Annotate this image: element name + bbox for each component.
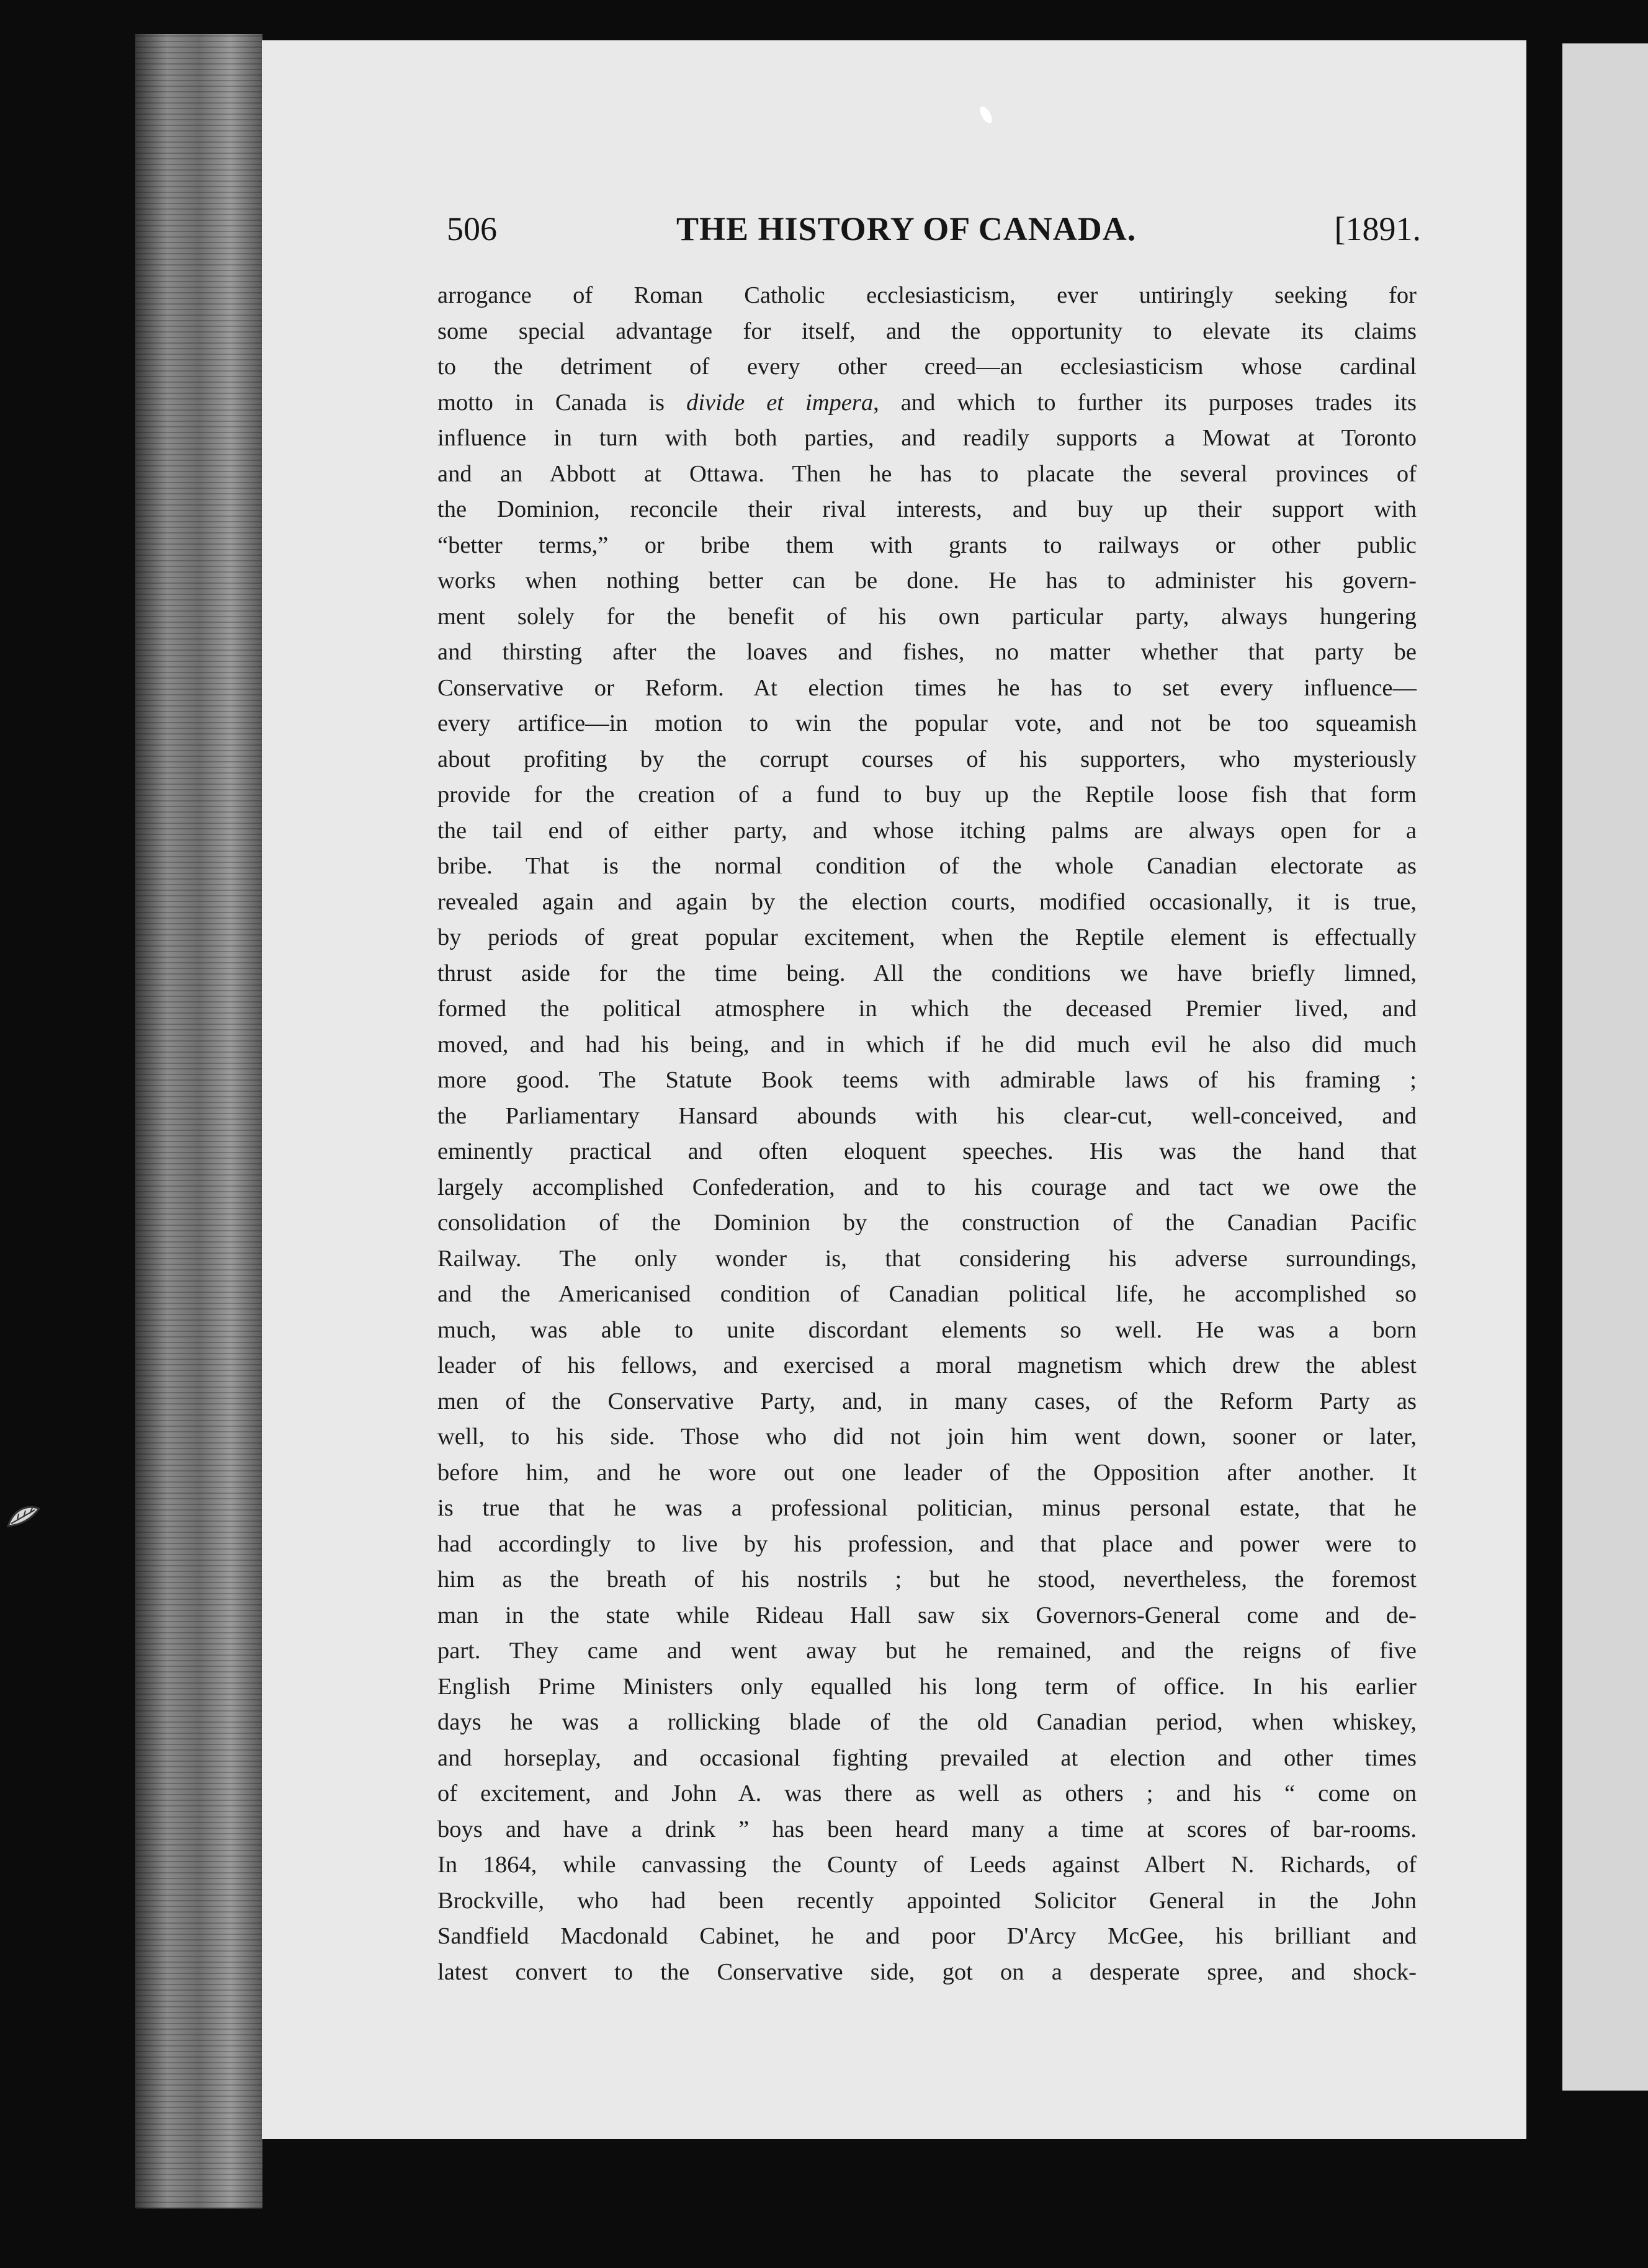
- running-title: THE HISTORY OF CANADA.: [676, 210, 1137, 248]
- text-line: moved, and had his being, and in which if he did much evil he also did much: [437, 1031, 1417, 1058]
- text-line: more good. The Statute Book teems with admirable laws of his framing ;: [437, 1067, 1417, 1093]
- text-line: had accordingly to live by his profession, and that place and power were to: [437, 1530, 1417, 1557]
- text-line: and horseplay, and occasional fighting prevailed at election and other times: [437, 1744, 1417, 1771]
- text-line: “better terms,” or bribe them with grants to railways or other public: [437, 532, 1417, 558]
- text-line: is true that he was a professional politician, minus personal estate, that he: [437, 1495, 1417, 1521]
- text-line: and an Abbott at Ottawa. Then he has to placate the several provinces of: [437, 460, 1417, 487]
- text-line: leader of his fellows, and exercised a moral magnetism which drew the ablest: [437, 1352, 1417, 1378]
- text-line: the Dominion, reconcile their rival interests, and buy up their support with: [437, 496, 1417, 522]
- leaf-ornament-icon: [5, 1501, 42, 1532]
- text-line: men of the Conservative Party, and, in many cases, of the Reform Party as: [437, 1388, 1417, 1414]
- text-line: to the detriment of every other creed—an ecclesiasticism whose cardinal: [437, 354, 1417, 380]
- text-line: arrogance of Roman Catholic ecclesiasticism, ever untiringly seeking for: [437, 282, 1417, 308]
- text-line: Brockville, who had been recently appointed Solicitor General in the John: [437, 1887, 1417, 1914]
- text-line: motto in Canada is divide et impera, and which to further its purposes trades its: [437, 389, 1417, 416]
- text-line: eminently practical and often eloquent speeches. His was the hand that: [437, 1138, 1417, 1164]
- text-line: the Parliamentary Hansard abounds with his clear-cut, well-conceived, and: [437, 1102, 1417, 1129]
- text-line: before him, and he wore out one leader of the Opposition after another. It: [437, 1459, 1417, 1486]
- text-line: every artifice—in motion to win the popular vote, and not be too squeamish: [437, 710, 1417, 736]
- text-line: part. They came and went away but he remained, and the reigns of five: [437, 1638, 1417, 1664]
- text-line: the tail end of either party, and whose itching palms are always open for a: [437, 817, 1417, 844]
- text-line: and the Americanised condition of Canadian political life, he accomplished so: [437, 1281, 1417, 1307]
- text-line: well, to his side. Those who did not join him went down, sooner or later,: [437, 1424, 1417, 1450]
- text-line: much, was able to unite discordant elements so well. He was a born: [437, 1316, 1417, 1343]
- text-line: works when nothing better can be done. He has to administer his govern-: [437, 568, 1417, 594]
- running-header: [447, 210, 1421, 253]
- text-line: formed the political atmosphere in which the deceased Premier lived, and: [437, 996, 1417, 1022]
- text-line: Railway. The only wonder is, that considering his adverse surroundings,: [437, 1245, 1417, 1272]
- text-line: Sandfield Macdonald Cabinet, he and poor D'Arcy McGee, his brilliant and: [437, 1923, 1417, 1949]
- text-line: days he was a rollicking blade of the old Canadian period, when whiskey,: [437, 1709, 1417, 1735]
- text-line: influence in turn with both parties, and readily supports a Mowat at Toronto: [437, 425, 1417, 451]
- text-line: consolidation of the Dominion by the construction of the Canadian Pacific: [437, 1210, 1417, 1236]
- text-line: and thirsting after the loaves and fishes, no matter whether that party be: [437, 639, 1417, 665]
- text-line: him as the breath of his nostrils ; but he stood, nevertheless, the foremost: [437, 1566, 1417, 1592]
- text-line: bribe. That is the normal condition of the whole Canadian electorate as: [437, 853, 1417, 879]
- text-line: some special advantage for itself, and the opportunity to elevate its claims: [437, 318, 1417, 344]
- body-text: [437, 278, 1417, 1990]
- facing-page-edge: [1562, 43, 1648, 2091]
- text-line: thrust aside for the time being. All the conditions we have briefly limned,: [437, 960, 1417, 986]
- text-line: revealed again and again by the election courts, modified occasionally, it is true,: [437, 888, 1417, 915]
- text-line: ment solely for the benefit of his own particular party, always hungering: [437, 603, 1417, 630]
- text-line: latest convert to the Conservative side, got on a desperate spree, and shock-: [437, 1958, 1417, 1985]
- text-line: In 1864, while canvassing the County of Leeds against Albert N. Richards, of: [437, 1852, 1417, 1878]
- text-line: boys and have a drink ” has been heard many a time at scores of bar-rooms.: [437, 1816, 1417, 1842]
- text-line: Conservative or Reform. At election times he has to set every influence—: [437, 674, 1417, 701]
- page-number: 506: [447, 210, 497, 248]
- text-line: provide for the creation of a fund to buy up the Reptile loose fish that form: [437, 782, 1417, 808]
- text-line: largely accomplished Confederation, and to his courage and tact we owe the: [437, 1174, 1417, 1200]
- book-page-edge: [135, 34, 262, 2208]
- text-line: of excitement, and John A. was there as well as others ; and his “ come on: [437, 1780, 1417, 1806]
- header-year: [1891.: [1334, 210, 1421, 248]
- text-line: man in the state while Rideau Hall saw six Governors-General come and de-: [437, 1602, 1417, 1628]
- text-line: by periods of great popular excitement, when the Reptile element is effectually: [437, 924, 1417, 950]
- text-line: English Prime Ministers only equalled his long term of office. In his earlier: [437, 1673, 1417, 1700]
- text-line: about profiting by the corrupt courses of his supporters, who mysteriously: [437, 746, 1417, 772]
